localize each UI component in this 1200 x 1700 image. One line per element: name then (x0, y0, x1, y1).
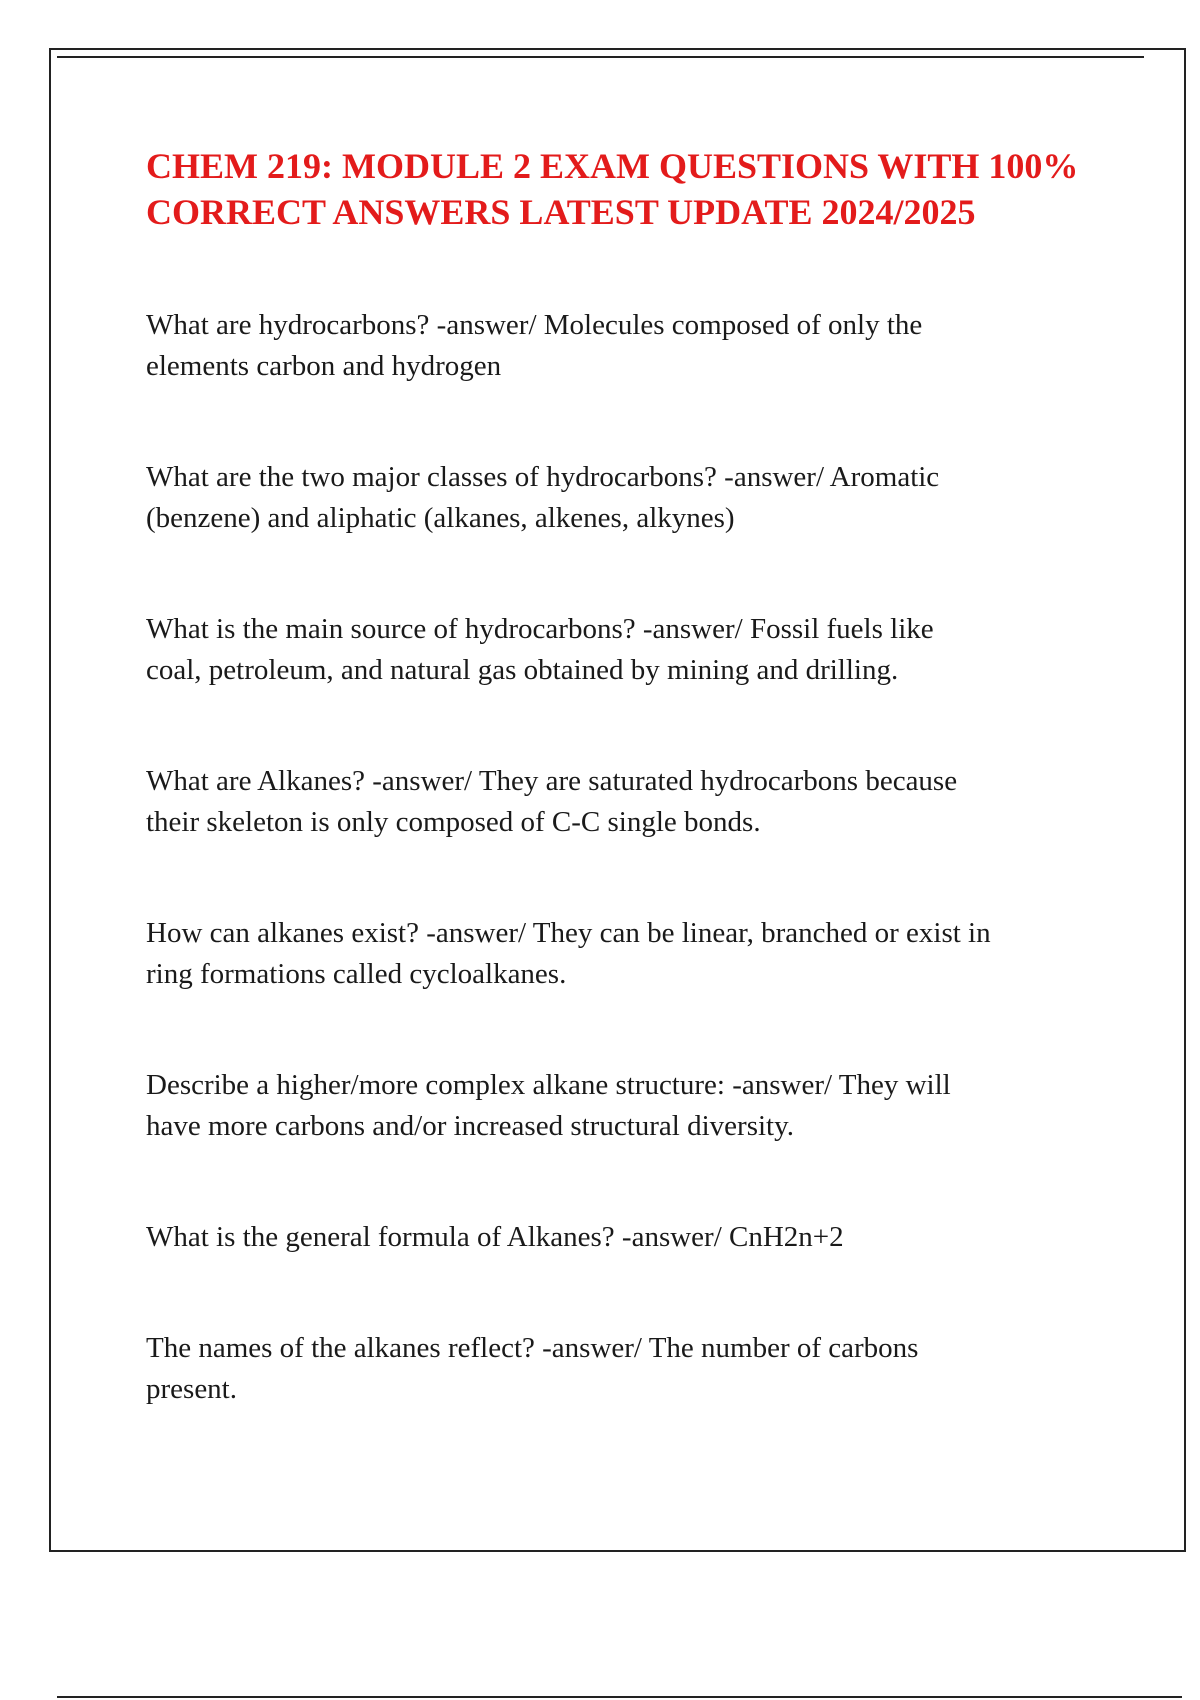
qa-item-major-classes: What are the two major classes of hydrocarbons? -answer/ Aromatic (benzene) and aliphatic (alkanes, alkenes, alkynes) (146, 461, 940, 534)
bottom-rule-divider (57, 1696, 1182, 1698)
qa-list (146, 305, 1096, 1480)
qa-item-alkane-forms: How can alkanes exist? -answer/ They can be linear, branched or exist in ring formations called cycloalkanes. (146, 917, 991, 990)
document-title: CHEM 219: MODULE 2 EXAM QUESTIONS WITH 100% CORRECT ANSWERS LATEST UPDATE 2024/2025 (146, 146, 1079, 232)
qa-item-alkane-names: The names of the alkanes reflect? -answer/ The number of carbons present. (146, 1332, 919, 1405)
qa-item-main-source: What is the main source of hydrocarbons? -answer/ Fossil fuels like coal, petroleum, and natural gas obtained by mining and drilling. (146, 613, 934, 686)
qa-item-alkanes: What are Alkanes? -answer/ They are saturated hydrocarbons because their skeleton is only composed of C-C single bonds. (146, 765, 958, 838)
qa-item-hydrocarbons: What are hydrocarbons? -answer/ Molecules composed of only the elements carbon and hydrogen (146, 309, 923, 382)
qa-item-general-formula: What is the general formula of Alkanes? -answer/ CnH2n+2 (146, 1221, 844, 1253)
qa-item-complex-structure: Describe a higher/more complex alkane structure: -answer/ They will have more carbons and/or increased structural diversity. (146, 1069, 951, 1142)
top-rule-divider (57, 56, 1144, 58)
